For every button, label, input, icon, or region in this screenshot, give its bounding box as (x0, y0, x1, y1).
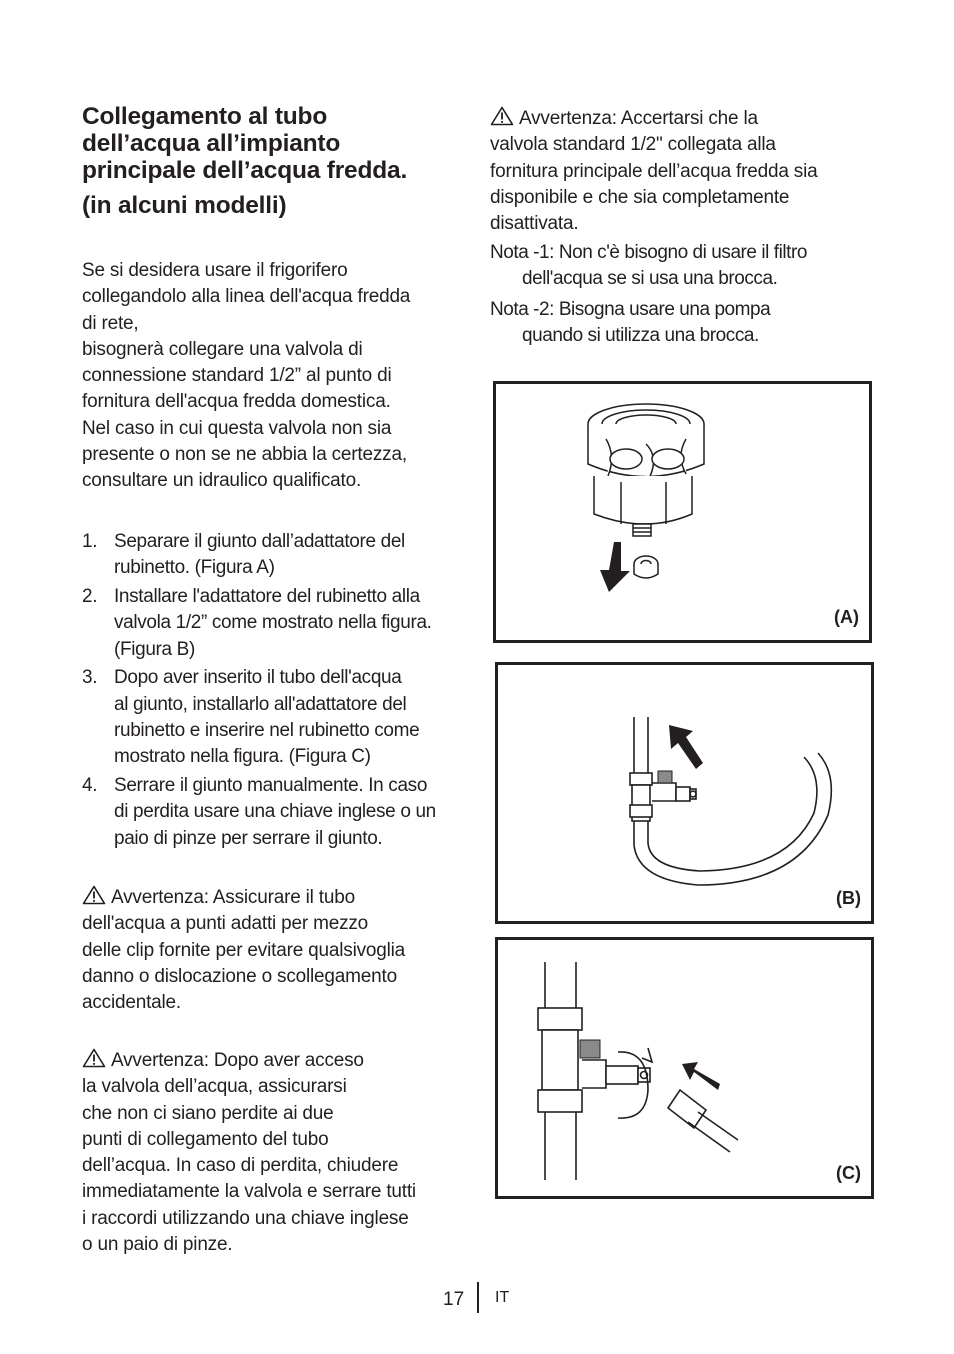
text-line: punti di collegamento del tubo (82, 1128, 329, 1150)
warning-valve (490, 106, 817, 237)
title-line: principale dell’acqua fredda. (82, 157, 408, 184)
text-line: quando si utilizza una brocca. (522, 324, 759, 346)
step-number: 1. (82, 531, 98, 552)
text-line: che non ci siano perdite ai due (82, 1102, 334, 1124)
text-line: fornitura dell'acqua fredda domestica. (82, 391, 391, 413)
text-line: o un paio di pinze. (82, 1234, 233, 1256)
text-line: Serrare il giunto manualmente. In caso (114, 775, 428, 797)
text-line: Separare il giunto dall’adattatore del (114, 531, 405, 552)
text-line: Nota -2: Bisogna usare una pompa (490, 298, 771, 320)
text-line: rubinetto e inserire nel rubinetto come (114, 720, 420, 742)
title-line: Collegamento al tubo (82, 103, 328, 130)
text-line: bisognerà collegare una valvola di (82, 338, 363, 360)
text-line: disponibile e che sia completamente (490, 186, 790, 208)
step-number: 2. (82, 586, 98, 608)
text-line: al giunto, installarlo all'adattatore del (114, 693, 407, 715)
text-line: valvola 1/2” come mostrato nella figura. (114, 612, 432, 634)
list-item (82, 584, 467, 663)
warning-icon (82, 885, 106, 905)
text-line: di perdita usare una chiave inglese o un (114, 801, 436, 823)
text-line: Dopo aver inserito il tubo dell'acqua (114, 667, 402, 689)
title-line: dell’acqua all’impianto (82, 130, 341, 157)
text-line: Avvertenza: Dopo aver acceso (82, 1048, 416, 1074)
text-line: dell'acqua se si usa una brocca. (522, 268, 778, 290)
text-line: paio di pinze per serrare il giunto. (114, 827, 383, 849)
text-line: rubinetto. (Figura A) (114, 557, 275, 579)
list-item (82, 529, 467, 582)
text-line: danno o dislocazione o scollegamento (82, 965, 397, 987)
page-separator (477, 1282, 479, 1313)
adapter-illustration (498, 665, 871, 921)
warning-clips (82, 885, 405, 1016)
text-line: mostrato nella figura. (Figura C) (114, 746, 371, 768)
text-line: presente o non se ne abbia la certezza, (82, 444, 407, 466)
text-line: Avvertenza: Accertarsi che la (490, 106, 817, 132)
text-line: collegandolo alla linea dell'acqua fredda (82, 286, 411, 308)
text-line: Nota -1: Non c'è bisogno di usare il filtro (490, 242, 807, 263)
step-number: 3. (82, 667, 98, 689)
text-line: dell'acqua a punti adatti per mezzo (82, 913, 369, 935)
language-code: IT (495, 1289, 510, 1306)
text-line: accidentale. (82, 992, 182, 1014)
note-2 (490, 297, 807, 350)
text-line: Avvertenza: Assicurare il tubo (82, 885, 405, 911)
list-item (82, 773, 467, 852)
text-line: (Figura B) (114, 638, 195, 660)
text-line: i raccordi utilizzando una chiave inglese (82, 1207, 409, 1229)
steps-list (82, 529, 467, 855)
note-1 (490, 240, 807, 293)
text-line: delle clip fornite per evitare qualsivoglia (82, 939, 406, 961)
figure-label: (A) (834, 607, 859, 627)
text-line: disattivata. (490, 213, 579, 235)
text-line: di rete, (82, 312, 139, 334)
figure-label: (B) (836, 888, 861, 908)
warning-icon (82, 1048, 106, 1068)
text-line: Installare l'adattatore del rubinetto alla (114, 586, 420, 608)
figure-b (495, 662, 874, 924)
text-line: dell’acqua. In caso di perdita, chiudere (82, 1155, 399, 1177)
warning-icon (490, 106, 514, 126)
figure-a (493, 381, 872, 643)
page-number: 17 (443, 1289, 465, 1310)
figure-c (495, 937, 874, 1199)
notes (490, 240, 807, 349)
text-line: immediatamente la valvola e serrare tutti (82, 1181, 416, 1203)
figure-label: (C) (836, 1163, 861, 1183)
text-line: valvola standard 1/2" collegata alla (490, 134, 776, 156)
list-item (82, 665, 467, 770)
warning-leaks (82, 1048, 416, 1258)
coupling-illustration (496, 384, 869, 640)
text-line: Se si desidera usare il frigorifero (82, 260, 348, 281)
step-number: 4. (82, 775, 98, 797)
text-line: la valvola dell’acqua, assicurarsi (82, 1076, 347, 1098)
text-line: connessione standard 1/2” al punto di (82, 365, 392, 387)
text-line: consultare un idraulico qualificato. (82, 470, 362, 492)
text-line: fornitura principale dell’acqua fredda sia (490, 160, 818, 182)
tube-illustration (498, 940, 871, 1196)
title-subtitle: (in alcuni modelli) (82, 192, 287, 219)
text-line: Nel caso in cui questa valvola non sia (82, 417, 392, 439)
section-title (82, 103, 472, 219)
intro-paragraph (82, 258, 410, 495)
